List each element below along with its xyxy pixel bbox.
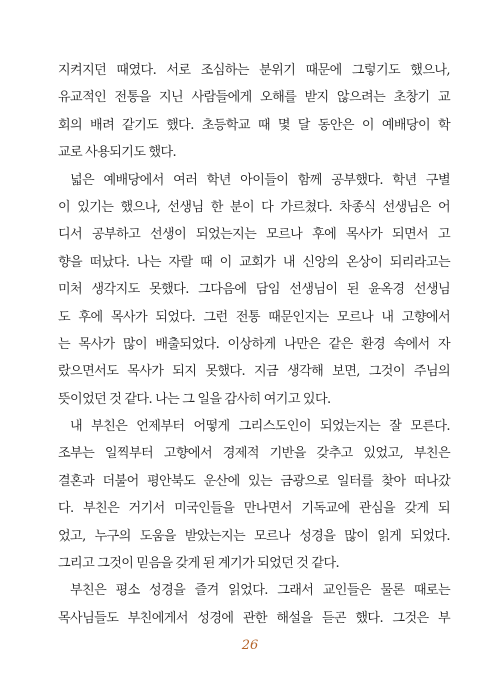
text-line: 결혼과 더불어 평안북도 운산에 있는 금광으로 일터를 찾아 떠나갔 <box>58 473 450 489</box>
text-line: 부친은 평소 성경을 즐겨 읽었다. 그래서 교인들은 물론 때로는 <box>70 583 450 599</box>
text-line: 었고, 누구의 도움을 받았는지는 모르나 성경을 많이 읽게 되었다. <box>58 528 450 544</box>
text-line: 도 후에 목사가 되었다. 그런 전통 때문인지는 모르나 내 고향에서 <box>58 309 450 325</box>
text-line: 다. 부친은 거기서 미국인들을 만나면서 기독교에 관심을 갖게 되 <box>58 501 450 517</box>
text-line: 향을 떠났다. 나는 자랄 때 이 교회가 내 신앙의 온상이 되리라고는 <box>58 254 450 270</box>
text-line: 지켜지던 때였다. 서로 조심하는 분위기 때문에 그렇기도 했으나, <box>58 63 450 78</box>
page-number: 26 <box>241 638 259 653</box>
text-line: 랐으면서도 목사가 되지 못했다. 지금 생각해 보면, 그것이 주님의 <box>58 364 450 380</box>
text-line: 디서 공부하고 선생이 되었는지는 모르나 후에 목사가 되면서 고 <box>58 227 450 243</box>
text-line: 넓은 예배당에서 여러 학년 아이들이 함께 공부했다. 학년 구별 <box>70 172 450 188</box>
text-line: 는 목사가 많이 배출되었다. 이상하게 나만은 같은 환경 속에서 자 <box>58 336 450 352</box>
paragraph <box>58 167 450 414</box>
text-line: 목사님들도 부친에게서 성경에 관한 해설을 듣곤 했다. 그것은 부 <box>58 610 450 626</box>
paragraph <box>58 413 450 577</box>
text-line: 조부는 일찍부터 고향에서 경제적 기반을 갖추고 있었고, 부친은 <box>58 446 450 462</box>
text-line: 미처 생각지도 못했다. 그다음에 담임 선생님이 된 윤옥경 선생님 <box>58 282 450 298</box>
text-line: 교로 사용되기도 했다. <box>58 145 177 161</box>
paragraph <box>58 57 450 167</box>
body-text <box>58 57 450 632</box>
text-line: 내 부친은 언제부터 어떻게 그리스도인이 되었는지는 잘 모른다. <box>70 419 450 435</box>
text-line: 그리고 그것이 믿음을 갖게 된 계기가 되었던 것 같다. <box>58 556 340 572</box>
text-line: 회의 배려 같기도 했다. 초등학교 때 몇 달 동안은 이 예배당이 학 <box>58 117 450 133</box>
text-line: 유교적인 전통을 지닌 사람들에게 오해를 받지 않으려는 초창기 교 <box>58 90 450 106</box>
text-line: 뜻이었던 것 같다. 나는 그 일을 감사히 여기고 있다. <box>58 391 331 407</box>
paragraph <box>58 577 450 632</box>
text-line: 이 있기는 했으나, 선생님 한 분이 다 가르쳤다. 차종식 선생님은 어 <box>58 199 450 215</box>
